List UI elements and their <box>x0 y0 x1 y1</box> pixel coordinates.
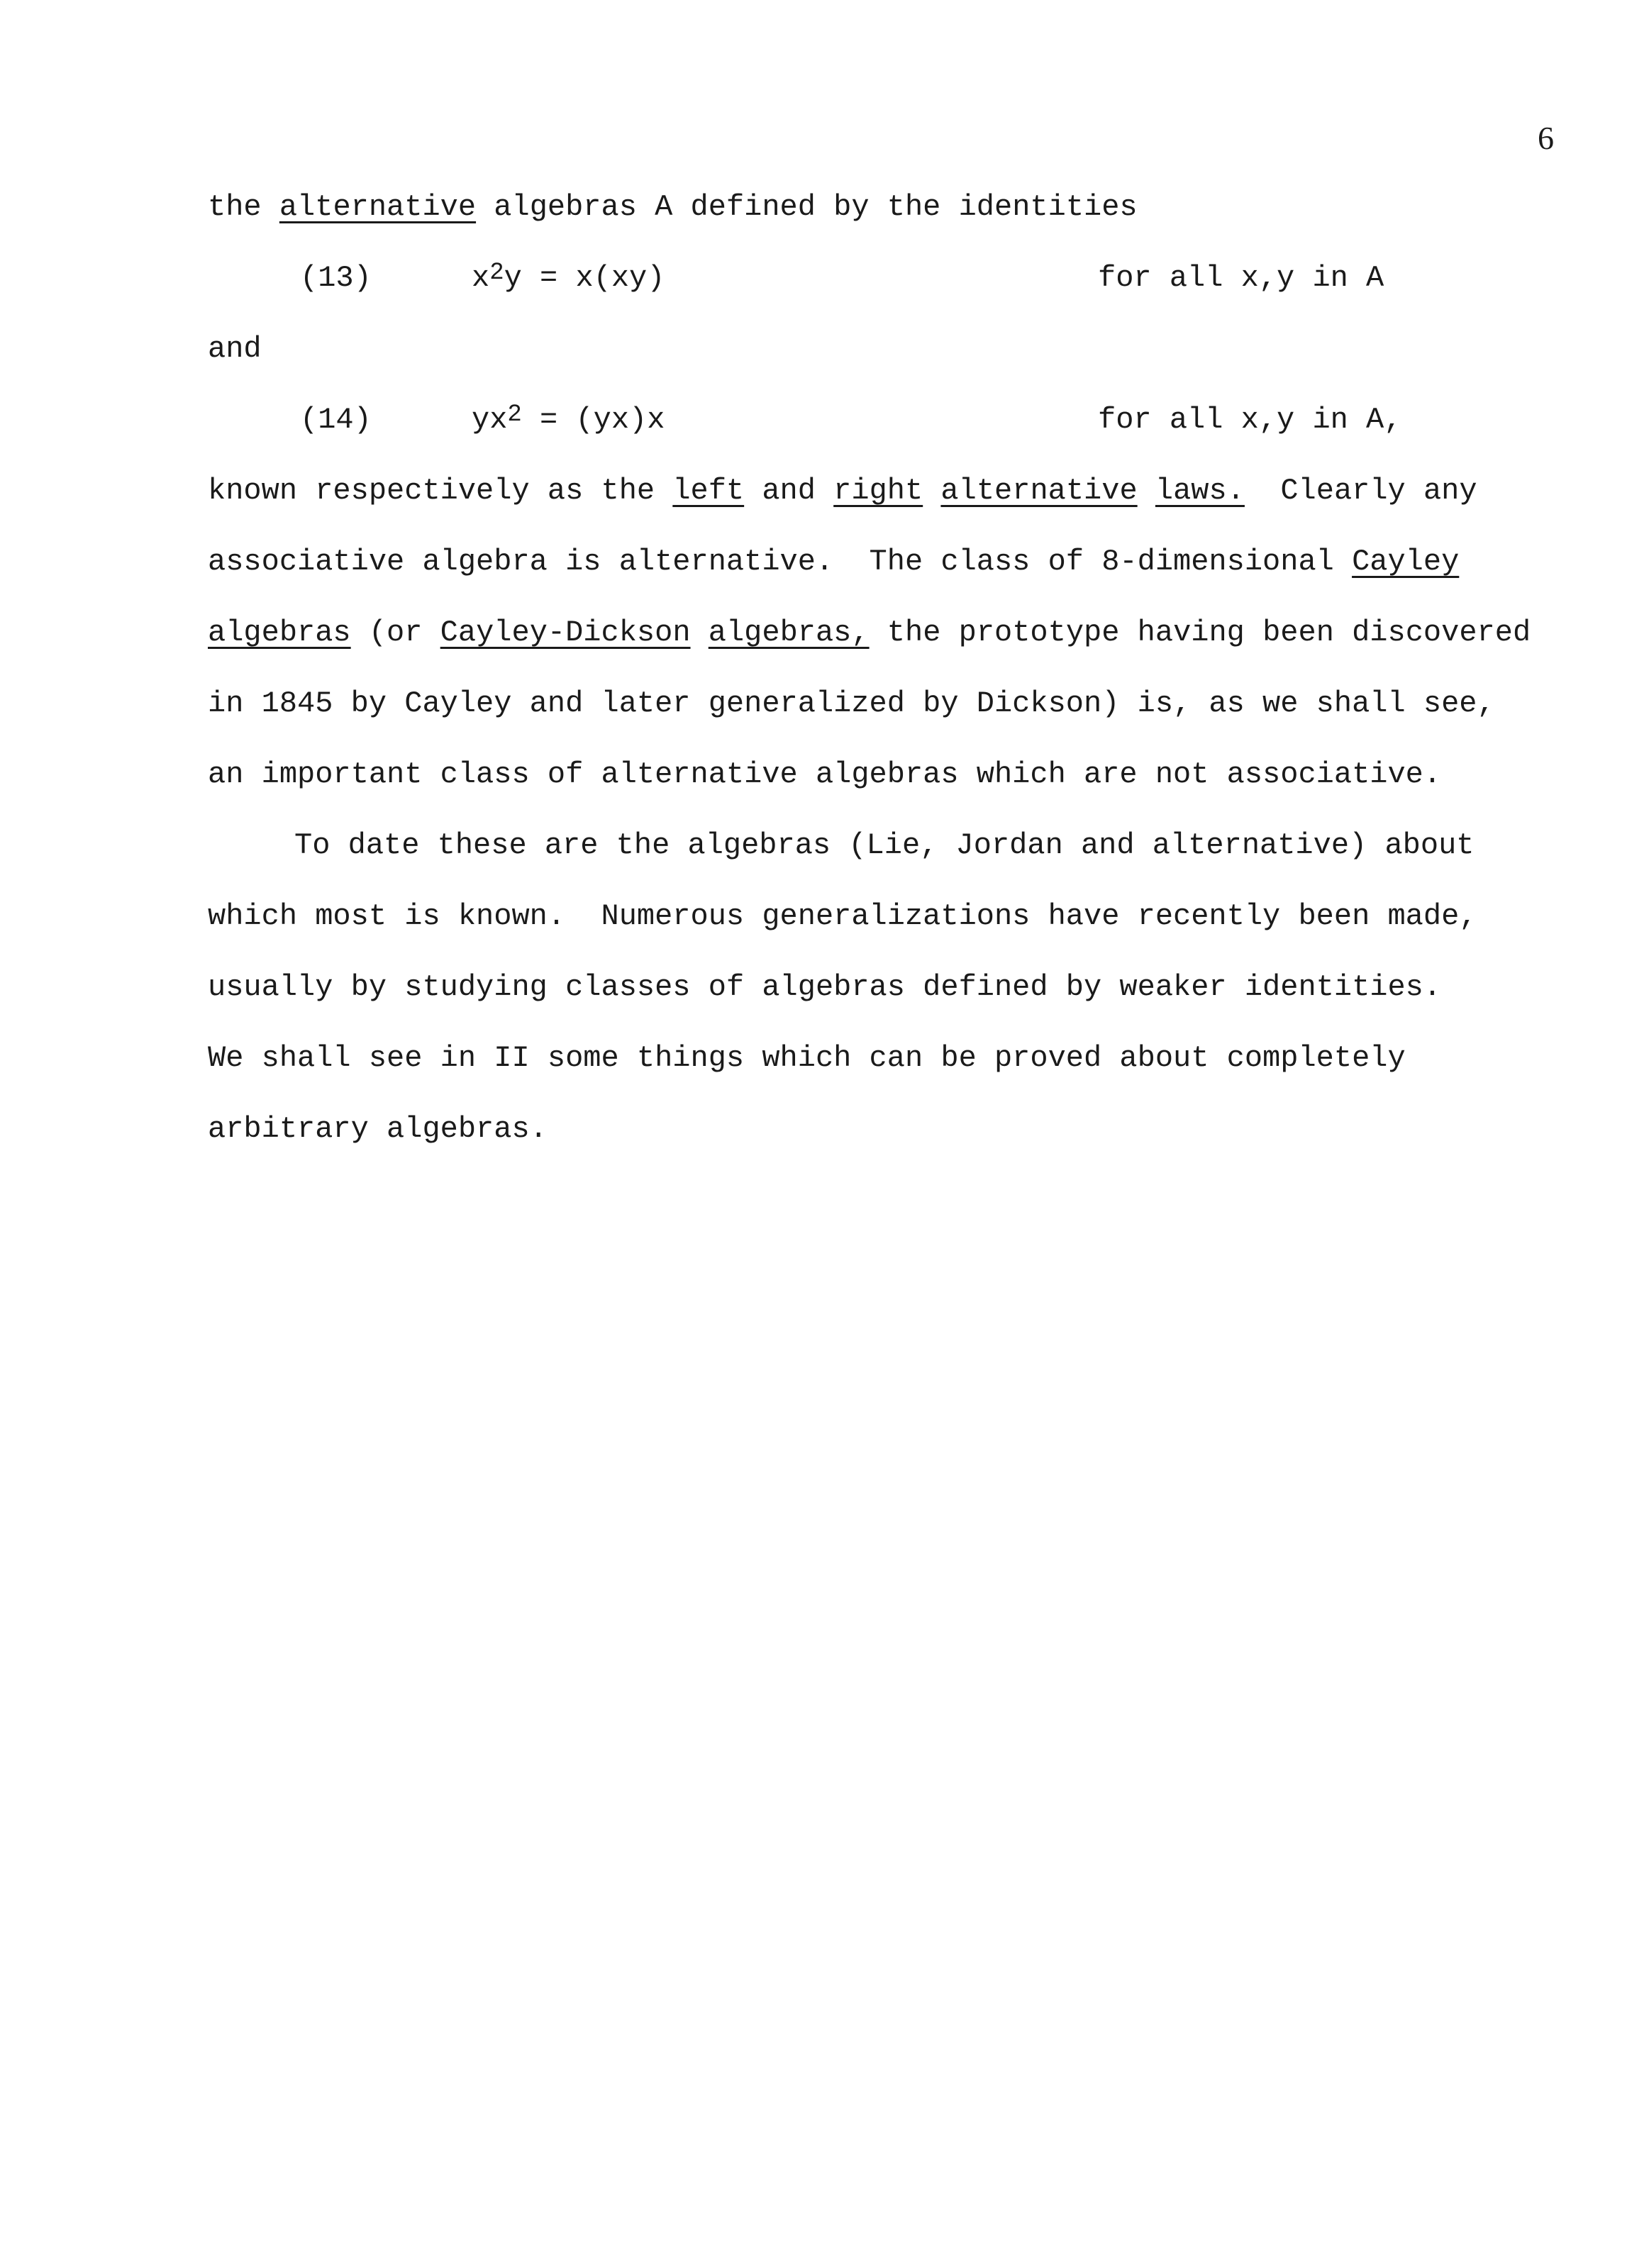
term-alternative: alternative <box>279 190 477 224</box>
term-algebras-2: algebras, <box>708 616 870 650</box>
equation-number-13: (13) <box>300 261 372 295</box>
term-algebras: algebras <box>208 616 351 650</box>
text-line-9: an important class of alternative algebras which are not associative. <box>208 757 1442 791</box>
paragraph-2-line-3: usually by studying classes of algebras defined by weaker identities. <box>208 970 1442 1004</box>
text-line-and: and <box>208 332 262 366</box>
text-line-7: algebras (or Cayley-Dickson algebras, the prototype having been discovered <box>208 616 1531 650</box>
paragraph-2-line-4: We shall see in II some things which can be proved about completely <box>208 1041 1406 1075</box>
paragraph-2-line-1: To date these are the algebras (Lie, Jordan and alternative) about <box>294 828 1475 862</box>
text-line-6: associative algebra is alternative. The class of 8-dimensional Cayley <box>208 545 1460 579</box>
equation-14-condition: for all x,y in A, <box>1098 403 1402 437</box>
equation-13-formula: $x^2y = x(xy)$ <box>472 260 665 295</box>
text-line-8: in 1845 by Cayley and later generalized by Dickson) is, as we shall see, <box>208 686 1495 721</box>
equation-number-14: (14) <box>300 403 372 437</box>
equation-14-formula: $yx^2 = (yx)x$ <box>472 401 665 437</box>
term-right: right <box>833 474 923 508</box>
term-cayley-dickson: Cayley-Dickson <box>440 616 691 650</box>
paragraph-2-line-2: which most is known. Numerous generalizations have recently been made, <box>208 899 1477 933</box>
equation-13-condition: for all x,y in A <box>1098 261 1384 295</box>
term-laws: laws. <box>1155 474 1245 508</box>
term-left: left <box>672 474 745 508</box>
term-alternative-2: alternative <box>940 474 1138 508</box>
term-cayley: Cayley <box>1352 545 1460 579</box>
text-line-5: known respectively as the left and right alternative laws. Clearly any <box>208 474 1477 508</box>
paragraph-2-line-5: arbitrary algebras. <box>208 1112 548 1146</box>
text-line-1: the alternative algebras A defined by the identities <box>208 190 1138 224</box>
page-number: 6 <box>1538 120 1554 156</box>
